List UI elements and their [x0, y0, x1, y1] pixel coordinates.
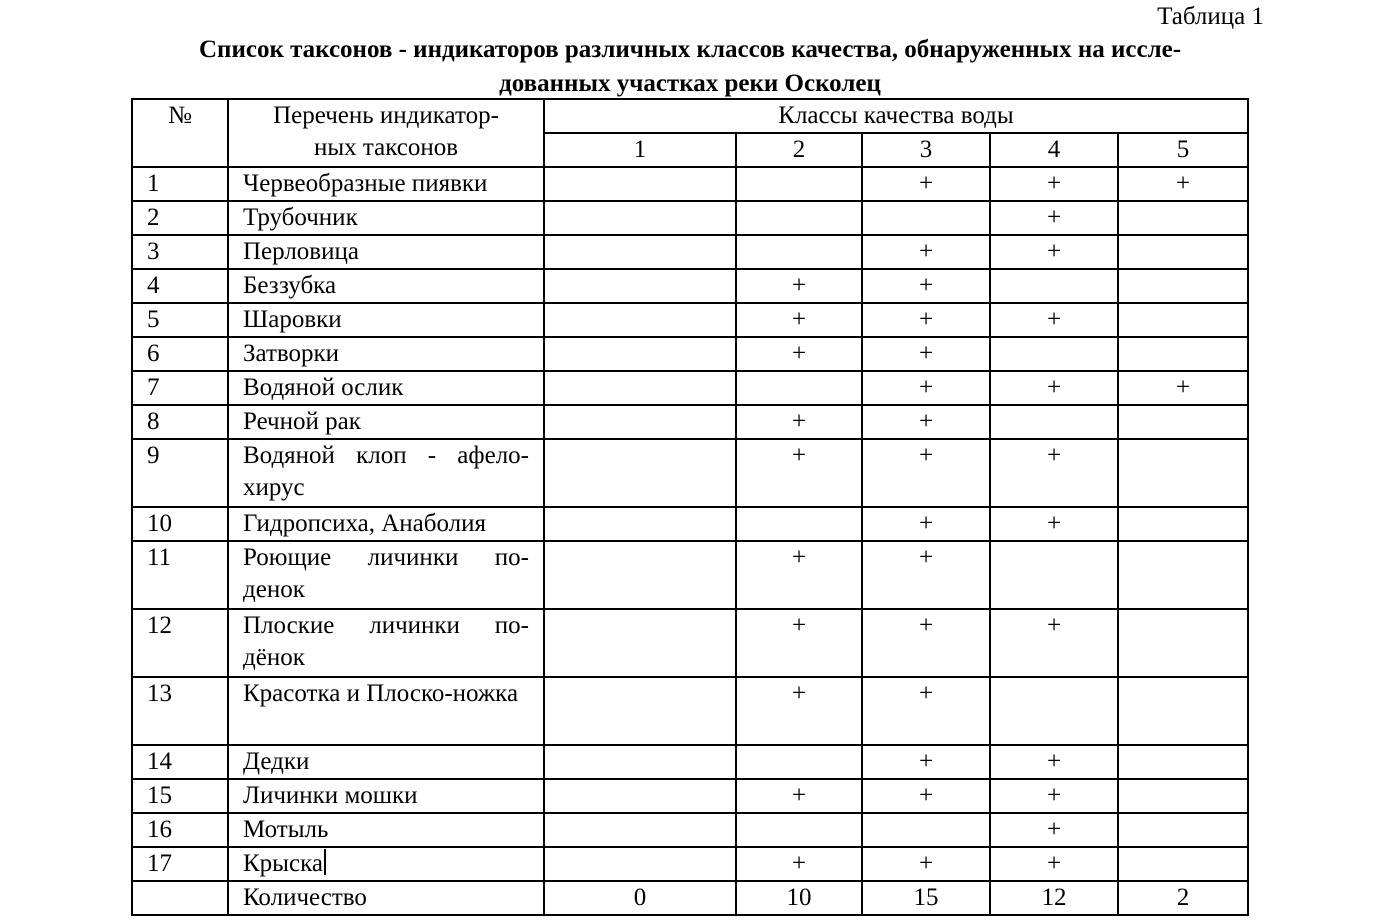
class-mark [1118, 745, 1248, 779]
table-row [132, 167, 1248, 201]
table-row [132, 847, 1248, 881]
taxon-name: Плоские личинки по-дёнок [228, 609, 544, 677]
class-mark: + [862, 541, 990, 609]
class-mark [990, 405, 1118, 439]
class-mark [736, 507, 862, 541]
class-mark: + [862, 609, 990, 677]
table-row [132, 235, 1248, 269]
row-number: 6 [132, 337, 228, 371]
header-quality-classes: Классы качества воды [544, 99, 1248, 133]
class-mark [544, 779, 736, 813]
class-mark: + [990, 201, 1118, 235]
row-number: 15 [132, 779, 228, 813]
taxon-name: Перловица [228, 235, 544, 269]
class-mark [544, 439, 736, 507]
row-number: 11 [132, 541, 228, 609]
class-mark [544, 507, 736, 541]
total-value: 12 [990, 881, 1118, 915]
class-mark: + [990, 847, 1118, 881]
class-mark: + [862, 371, 990, 405]
header-number: № [132, 99, 228, 167]
class-mark: + [736, 405, 862, 439]
total-value: 15 [862, 881, 990, 915]
class-mark [544, 167, 736, 201]
taxon-name: Красотка и Плоско-ножка [228, 677, 544, 745]
class-mark: + [990, 439, 1118, 507]
class-mark [1118, 541, 1248, 609]
class-mark: + [990, 507, 1118, 541]
row-number: 5 [132, 303, 228, 337]
class-mark: + [862, 303, 990, 337]
row-number: 2 [132, 201, 228, 235]
row-number: 14 [132, 745, 228, 779]
class-mark [1118, 269, 1248, 303]
header-taxa-list [228, 99, 544, 167]
class-mark [1118, 235, 1248, 269]
class-mark [1118, 779, 1248, 813]
table-row [132, 507, 1248, 541]
row-number: 3 [132, 235, 228, 269]
total-value: 10 [736, 881, 862, 915]
taxon-name: Трубочник [228, 201, 544, 235]
header-class: 1 [544, 133, 736, 167]
class-mark [1118, 405, 1248, 439]
class-mark: + [862, 847, 990, 881]
table-row [132, 337, 1248, 371]
taxon-name: Крыска [228, 847, 544, 881]
class-mark [736, 235, 862, 269]
class-mark: + [990, 813, 1118, 847]
class-mark [544, 541, 736, 609]
class-mark: + [736, 609, 862, 677]
table-row [132, 813, 1248, 847]
header-class: 4 [990, 133, 1118, 167]
class-mark: + [990, 303, 1118, 337]
class-mark: + [862, 779, 990, 813]
class-mark [990, 337, 1118, 371]
class-mark [544, 235, 736, 269]
taxon-name: Речной рак [228, 405, 544, 439]
document-title [115, 33, 1265, 101]
class-mark [544, 371, 736, 405]
class-mark: + [862, 745, 990, 779]
class-mark: + [990, 745, 1118, 779]
class-mark [1118, 847, 1248, 881]
table-row [132, 779, 1248, 813]
total-value: 2 [1118, 881, 1248, 915]
total-empty-cell [132, 881, 228, 915]
table-row [132, 201, 1248, 235]
header-class: 5 [1118, 133, 1248, 167]
class-mark: + [736, 439, 862, 507]
class-mark [1118, 303, 1248, 337]
taxon-name: Червеобразные пиявки [228, 167, 544, 201]
class-mark: + [990, 235, 1118, 269]
class-mark [1118, 337, 1248, 371]
class-mark: + [990, 609, 1118, 677]
class-mark: + [862, 439, 990, 507]
total-row [132, 881, 1248, 915]
class-mark: + [736, 847, 862, 881]
class-mark: + [736, 269, 862, 303]
table-caption: Таблица 1 [1157, 3, 1264, 30]
class-mark [990, 541, 1118, 609]
indicator-taxa-table [131, 98, 1249, 916]
row-number: 17 [132, 847, 228, 881]
class-mark [544, 847, 736, 881]
class-mark [990, 677, 1118, 745]
table-row [132, 439, 1248, 507]
table-row [132, 371, 1248, 405]
total-value: 0 [544, 881, 736, 915]
class-mark [736, 371, 862, 405]
taxon-name: Дедки [228, 745, 544, 779]
class-mark [1118, 813, 1248, 847]
header-taxa-line-1: Перечень индикатор- [273, 102, 499, 129]
class-mark [862, 813, 990, 847]
row-number: 7 [132, 371, 228, 405]
header-class: 2 [736, 133, 862, 167]
taxon-name: Водяной ослик [228, 371, 544, 405]
text-cursor [324, 849, 326, 875]
class-mark: + [736, 337, 862, 371]
class-mark [544, 269, 736, 303]
class-mark [1118, 439, 1248, 507]
title-line-2: дованных участках реки Осколец [499, 70, 881, 97]
class-mark [544, 303, 736, 337]
class-mark [544, 337, 736, 371]
class-mark [736, 813, 862, 847]
class-mark: + [862, 269, 990, 303]
class-mark: + [862, 507, 990, 541]
class-mark: + [862, 677, 990, 745]
table-row [132, 609, 1248, 677]
table-row [132, 541, 1248, 609]
table-row [132, 269, 1248, 303]
class-mark: + [990, 371, 1118, 405]
table-row [132, 405, 1248, 439]
class-mark: + [862, 405, 990, 439]
class-mark [544, 745, 736, 779]
class-mark: + [736, 677, 862, 745]
row-number: 9 [132, 439, 228, 507]
class-mark [1118, 507, 1248, 541]
class-mark: + [862, 167, 990, 201]
class-mark [736, 745, 862, 779]
class-mark: + [1118, 371, 1248, 405]
row-number: 12 [132, 609, 228, 677]
class-mark [544, 677, 736, 745]
row-number: 10 [132, 507, 228, 541]
taxon-name: Беззубка [228, 269, 544, 303]
class-mark: + [1118, 167, 1248, 201]
class-mark [544, 405, 736, 439]
class-mark: + [736, 303, 862, 337]
class-mark [544, 813, 736, 847]
taxon-name: Гидропсиха, Анаболия [228, 507, 544, 541]
class-mark [990, 269, 1118, 303]
class-mark: + [736, 541, 862, 609]
class-mark [862, 201, 990, 235]
class-mark: + [990, 167, 1118, 201]
class-mark: + [862, 337, 990, 371]
class-mark [1118, 609, 1248, 677]
taxon-name: Водяной клоп - афело-хирус [228, 439, 544, 507]
taxon-name: Шаровки [228, 303, 544, 337]
class-mark [544, 609, 736, 677]
class-mark [1118, 201, 1248, 235]
row-number: 1 [132, 167, 228, 201]
class-mark [736, 201, 862, 235]
table-row [132, 745, 1248, 779]
header-taxa-line-2: ных таксонов [313, 134, 459, 161]
total-label: Количество [228, 881, 544, 915]
row-number: 16 [132, 813, 228, 847]
row-number: 4 [132, 269, 228, 303]
class-mark [544, 201, 736, 235]
row-number: 13 [132, 677, 228, 745]
header-class: 3 [862, 133, 990, 167]
row-number: 8 [132, 405, 228, 439]
title-line-1: Список таксонов - индикаторов различных классов качества, обнаруженных на иссле- [198, 36, 1182, 63]
taxon-name: Затворки [228, 337, 544, 371]
class-mark [736, 167, 862, 201]
class-mark: + [736, 779, 862, 813]
class-mark [1118, 677, 1248, 745]
taxon-name: Мотыль [228, 813, 544, 847]
class-mark: + [862, 235, 990, 269]
class-mark: + [990, 779, 1118, 813]
taxon-name: Личинки мошки [228, 779, 544, 813]
taxon-name: Роющие личинки по-денок [228, 541, 544, 609]
table-row [132, 677, 1248, 745]
table-row [132, 303, 1248, 337]
